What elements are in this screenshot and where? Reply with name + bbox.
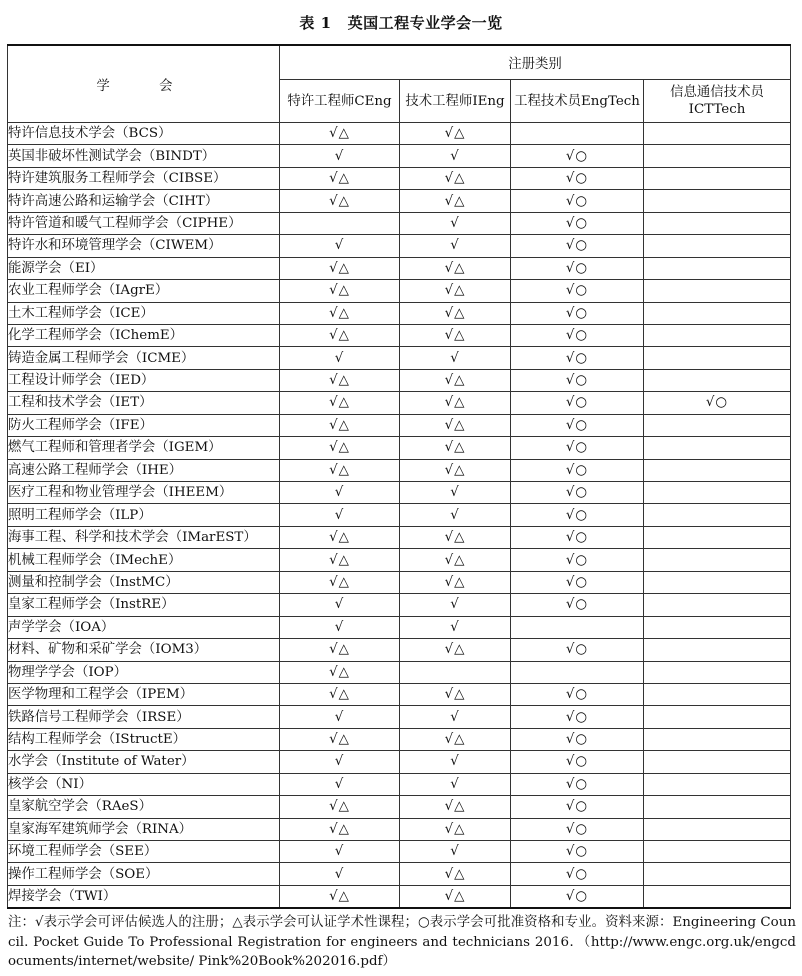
ceng-mark: √△ <box>280 302 400 324</box>
engtech-mark: √○ <box>511 235 644 257</box>
ceng-mark: √△ <box>280 437 400 459</box>
ceng-mark: √ <box>280 347 400 369</box>
table-row <box>8 706 791 728</box>
icttech-mark <box>644 302 791 324</box>
engtech-mark: √○ <box>511 773 644 795</box>
engtech-mark: √○ <box>511 190 644 212</box>
ieng-mark: √△ <box>400 796 511 818</box>
icttech-mark <box>644 459 791 481</box>
table-row <box>8 123 791 145</box>
icttech-mark <box>644 818 791 840</box>
ceng-mark: √△ <box>280 549 400 571</box>
society-name: 能源学会（EI） <box>8 257 280 279</box>
icttech-mark <box>644 167 791 189</box>
table-row <box>8 257 791 279</box>
ieng-mark: √ <box>400 145 511 167</box>
ieng-mark: √ <box>400 504 511 526</box>
icttech-mark <box>644 347 791 369</box>
engtech-mark: √○ <box>511 482 644 504</box>
engtech-mark: √○ <box>511 706 644 728</box>
icttech-header-line1: 信息通信技术员 <box>670 85 764 100</box>
engtech-mark <box>511 661 644 683</box>
engtech-mark: √○ <box>511 504 644 526</box>
engtech-mark: √○ <box>511 796 644 818</box>
ceng-mark: √ <box>280 773 400 795</box>
icttech-mark <box>644 863 791 885</box>
ceng-mark: √ <box>280 863 400 885</box>
ieng-mark: √△ <box>400 167 511 189</box>
icttech-mark <box>644 773 791 795</box>
society-name: 特许建筑服务工程师学会（CIBSE） <box>8 167 280 189</box>
icttech-mark: √○ <box>644 392 791 414</box>
ceng-mark: √ <box>280 235 400 257</box>
society-name: 焊接学会（TWI） <box>8 885 280 908</box>
society-name: 化学工程师学会（IChemE） <box>8 324 280 346</box>
ieng-mark: √△ <box>400 639 511 661</box>
engtech-mark: √○ <box>511 526 644 548</box>
ieng-mark: √△ <box>400 863 511 885</box>
icttech-mark <box>644 123 791 145</box>
ceng-mark: √△ <box>280 369 400 391</box>
table-row <box>8 796 791 818</box>
society-name: 工程设计师学会（IED） <box>8 369 280 391</box>
ceng-mark: √△ <box>280 571 400 593</box>
icttech-mark <box>644 235 791 257</box>
ieng-mark: √ <box>400 751 511 773</box>
ieng-mark: √ <box>400 616 511 638</box>
icttech-mark <box>644 594 791 616</box>
table-row <box>8 818 791 840</box>
society-name: 特许高速公路和运输学会（CIHT） <box>8 190 280 212</box>
icttech-mark <box>644 369 791 391</box>
ieng-mark: √△ <box>400 818 511 840</box>
society-name: 皇家航空学会（RAeS） <box>8 796 280 818</box>
ieng-mark: √△ <box>400 885 511 908</box>
table-row <box>8 414 791 436</box>
table-row <box>8 190 791 212</box>
society-name: 铸造金属工程师学会（ICME） <box>8 347 280 369</box>
table-row <box>8 549 791 571</box>
engtech-mark: √○ <box>511 841 644 863</box>
ieng-mark: √△ <box>400 414 511 436</box>
society-name: 医学物理和工程学会（IPEM） <box>8 683 280 705</box>
ieng-mark: √ <box>400 773 511 795</box>
society-name: 水学会（Institute of Water） <box>8 751 280 773</box>
ieng-mark: √△ <box>400 190 511 212</box>
engtech-mark: √○ <box>511 885 644 908</box>
ceng-mark: √△ <box>280 257 400 279</box>
ieng-mark: √ <box>400 841 511 863</box>
ceng-mark: √ <box>280 841 400 863</box>
ceng-mark: √△ <box>280 167 400 189</box>
table-row <box>8 504 791 526</box>
ceng-mark: √△ <box>280 526 400 548</box>
ieng-column-header: 技术工程师IEng <box>400 80 511 123</box>
table-row <box>8 863 791 885</box>
icttech-mark <box>644 549 791 571</box>
ceng-mark: √△ <box>280 190 400 212</box>
table-number: 表 1 <box>299 14 332 32</box>
icttech-mark <box>644 728 791 750</box>
table-row <box>8 594 791 616</box>
engtech-column-header: 工程技术员EngTech <box>511 80 644 123</box>
engtech-mark: √○ <box>511 369 644 391</box>
table-row <box>8 280 791 302</box>
icttech-mark <box>644 571 791 593</box>
ieng-mark: √△ <box>400 526 511 548</box>
table-row <box>8 369 791 391</box>
engtech-mark: √○ <box>511 683 644 705</box>
ceng-mark: √△ <box>280 796 400 818</box>
icttech-mark <box>644 841 791 863</box>
society-name: 特许水和环境管理学会（CIWEM） <box>8 235 280 257</box>
icttech-mark <box>644 257 791 279</box>
engtech-mark: √○ <box>511 437 644 459</box>
society-name: 防火工程师学会（IFE） <box>8 414 280 436</box>
ieng-mark <box>400 661 511 683</box>
engtech-mark: √○ <box>511 728 644 750</box>
engtech-mark: √○ <box>511 751 644 773</box>
society-name: 医疗工程和物业管理学会（IHEEM） <box>8 482 280 504</box>
table-row <box>8 571 791 593</box>
icttech-mark <box>644 526 791 548</box>
icttech-mark <box>644 280 791 302</box>
ieng-mark: √△ <box>400 302 511 324</box>
table-row <box>8 482 791 504</box>
society-name: 燃气工程师和管理者学会（IGEM） <box>8 437 280 459</box>
ceng-mark: √ <box>280 616 400 638</box>
icttech-mark <box>644 706 791 728</box>
engtech-mark: √○ <box>511 280 644 302</box>
ceng-mark: √△ <box>280 324 400 346</box>
ceng-mark <box>280 212 400 234</box>
ieng-mark: √△ <box>400 369 511 391</box>
engtech-mark: √○ <box>511 145 644 167</box>
ceng-mark: √△ <box>280 885 400 908</box>
table-row <box>8 661 791 683</box>
ceng-mark: √ <box>280 145 400 167</box>
society-name: 环境工程师学会（SEE） <box>8 841 280 863</box>
ceng-mark: √△ <box>280 661 400 683</box>
icttech-mark <box>644 885 791 908</box>
table-caption <box>0 12 802 33</box>
society-name: 工程和技术学会（IET） <box>8 392 280 414</box>
society-name: 皇家海军建筑师学会（RINA） <box>8 818 280 840</box>
table-row <box>8 235 791 257</box>
engtech-mark: √○ <box>511 594 644 616</box>
society-name: 照明工程师学会（ILP） <box>8 504 280 526</box>
society-name: 高速公路工程师学会（IHE） <box>8 459 280 481</box>
ieng-mark: √△ <box>400 683 511 705</box>
engtech-mark <box>511 616 644 638</box>
table-row <box>8 616 791 638</box>
ieng-mark: √ <box>400 347 511 369</box>
engtech-mark: √○ <box>511 571 644 593</box>
ceng-mark: √△ <box>280 683 400 705</box>
icttech-mark <box>644 437 791 459</box>
ceng-mark: √△ <box>280 728 400 750</box>
engtech-mark: √○ <box>511 167 644 189</box>
table-title: 英国工程专业学会一览 <box>347 14 503 32</box>
society-name: 土木工程师学会（ICE） <box>8 302 280 324</box>
registration-category-header: 注册类别 <box>280 45 791 80</box>
table-row <box>8 728 791 750</box>
icttech-header-line2: ICTTech <box>688 102 746 117</box>
ceng-mark: √△ <box>280 459 400 481</box>
engtech-mark <box>511 123 644 145</box>
icttech-mark <box>644 751 791 773</box>
engtech-mark: √○ <box>511 549 644 571</box>
table-row <box>8 212 791 234</box>
table-row <box>8 885 791 908</box>
engtech-mark: √○ <box>511 347 644 369</box>
societies-table <box>7 44 791 909</box>
ieng-mark: √△ <box>400 437 511 459</box>
society-name: 测量和控制学会（InstMC） <box>8 571 280 593</box>
engtech-mark: √○ <box>511 863 644 885</box>
ceng-mark: √△ <box>280 392 400 414</box>
ceng-mark: √△ <box>280 280 400 302</box>
ieng-mark: √ <box>400 594 511 616</box>
ceng-mark: √ <box>280 706 400 728</box>
icttech-column-header <box>644 80 791 123</box>
engtech-mark: √○ <box>511 459 644 481</box>
ceng-column-header: 特许工程师CEng <box>280 80 400 123</box>
icttech-mark <box>644 661 791 683</box>
table-row <box>8 751 791 773</box>
society-name: 海事工程、科学和技术学会（IMarEST） <box>8 526 280 548</box>
icttech-mark <box>644 683 791 705</box>
ceng-mark: √ <box>280 482 400 504</box>
engtech-mark: √○ <box>511 818 644 840</box>
ieng-mark: √△ <box>400 571 511 593</box>
society-name: 特许管道和暖气工程师学会（CIPHE） <box>8 212 280 234</box>
ieng-mark: √△ <box>400 280 511 302</box>
engtech-mark: √○ <box>511 392 644 414</box>
engtech-mark: √○ <box>511 639 644 661</box>
table-row <box>8 437 791 459</box>
table-row <box>8 324 791 346</box>
ceng-mark: √△ <box>280 123 400 145</box>
society-name: 材料、矿物和采矿学会（IOM3） <box>8 639 280 661</box>
icttech-mark <box>644 639 791 661</box>
society-name: 英国非破坏性测试学会（BINDT） <box>8 145 280 167</box>
society-name: 物理学学会（IOP） <box>8 661 280 683</box>
table-row <box>8 773 791 795</box>
table-row <box>8 526 791 548</box>
ieng-mark: √△ <box>400 728 511 750</box>
ieng-mark: √△ <box>400 459 511 481</box>
society-name: 农业工程师学会（IAgrE） <box>8 280 280 302</box>
table-row <box>8 392 791 414</box>
society-name: 声学学会（IOA） <box>8 616 280 638</box>
ceng-mark: √ <box>280 751 400 773</box>
icttech-mark <box>644 482 791 504</box>
ceng-mark: √ <box>280 504 400 526</box>
icttech-mark <box>644 796 791 818</box>
society-name: 铁路信号工程师学会（IRSE） <box>8 706 280 728</box>
society-name: 皇家工程师学会（InstRE） <box>8 594 280 616</box>
ceng-mark: √△ <box>280 818 400 840</box>
ieng-mark: √△ <box>400 123 511 145</box>
ceng-mark: √△ <box>280 639 400 661</box>
society-column-header: 学 会 <box>8 45 280 123</box>
ceng-mark: √△ <box>280 414 400 436</box>
ieng-mark: √△ <box>400 257 511 279</box>
engtech-mark: √○ <box>511 212 644 234</box>
ieng-mark: √ <box>400 706 511 728</box>
icttech-mark <box>644 212 791 234</box>
icttech-mark <box>644 190 791 212</box>
icttech-mark <box>644 616 791 638</box>
engtech-mark: √○ <box>511 414 644 436</box>
engtech-mark: √○ <box>511 324 644 346</box>
icttech-mark <box>644 324 791 346</box>
ieng-mark: √△ <box>400 549 511 571</box>
ceng-mark: √ <box>280 594 400 616</box>
ieng-mark: √ <box>400 235 511 257</box>
ieng-mark: √△ <box>400 324 511 346</box>
icttech-mark <box>644 145 791 167</box>
engtech-mark: √○ <box>511 302 644 324</box>
table-row <box>8 841 791 863</box>
ieng-mark: √△ <box>400 392 511 414</box>
society-name: 特许信息技术学会（BCS） <box>8 123 280 145</box>
ieng-mark: √ <box>400 482 511 504</box>
table-row <box>8 145 791 167</box>
society-name: 核学会（NI） <box>8 773 280 795</box>
society-name: 结构工程师学会（IStructE） <box>8 728 280 750</box>
table-body <box>8 123 791 909</box>
icttech-mark <box>644 504 791 526</box>
engtech-mark: √○ <box>511 257 644 279</box>
table-row <box>8 683 791 705</box>
society-name: 操作工程师学会（SOE） <box>8 863 280 885</box>
icttech-mark <box>644 414 791 436</box>
table-row <box>8 167 791 189</box>
society-name: 机械工程师学会（IMechE） <box>8 549 280 571</box>
table-row <box>8 459 791 481</box>
table-row <box>8 302 791 324</box>
ieng-mark: √ <box>400 212 511 234</box>
table-note: 注：√表示学会可评估候选人的注册；△表示学会可认证学术性课程；○表示学会可批准资格和专业。资料来源：Engineering Council. Pocket Guide To Professional Registration for engineers and technicians 2016．（http://www.engc.org.uk/engcdocuments/internet/website/ Pink%20Book%202016.pdf） <box>8 915 796 969</box>
table-row <box>8 347 791 369</box>
table-row <box>8 639 791 661</box>
